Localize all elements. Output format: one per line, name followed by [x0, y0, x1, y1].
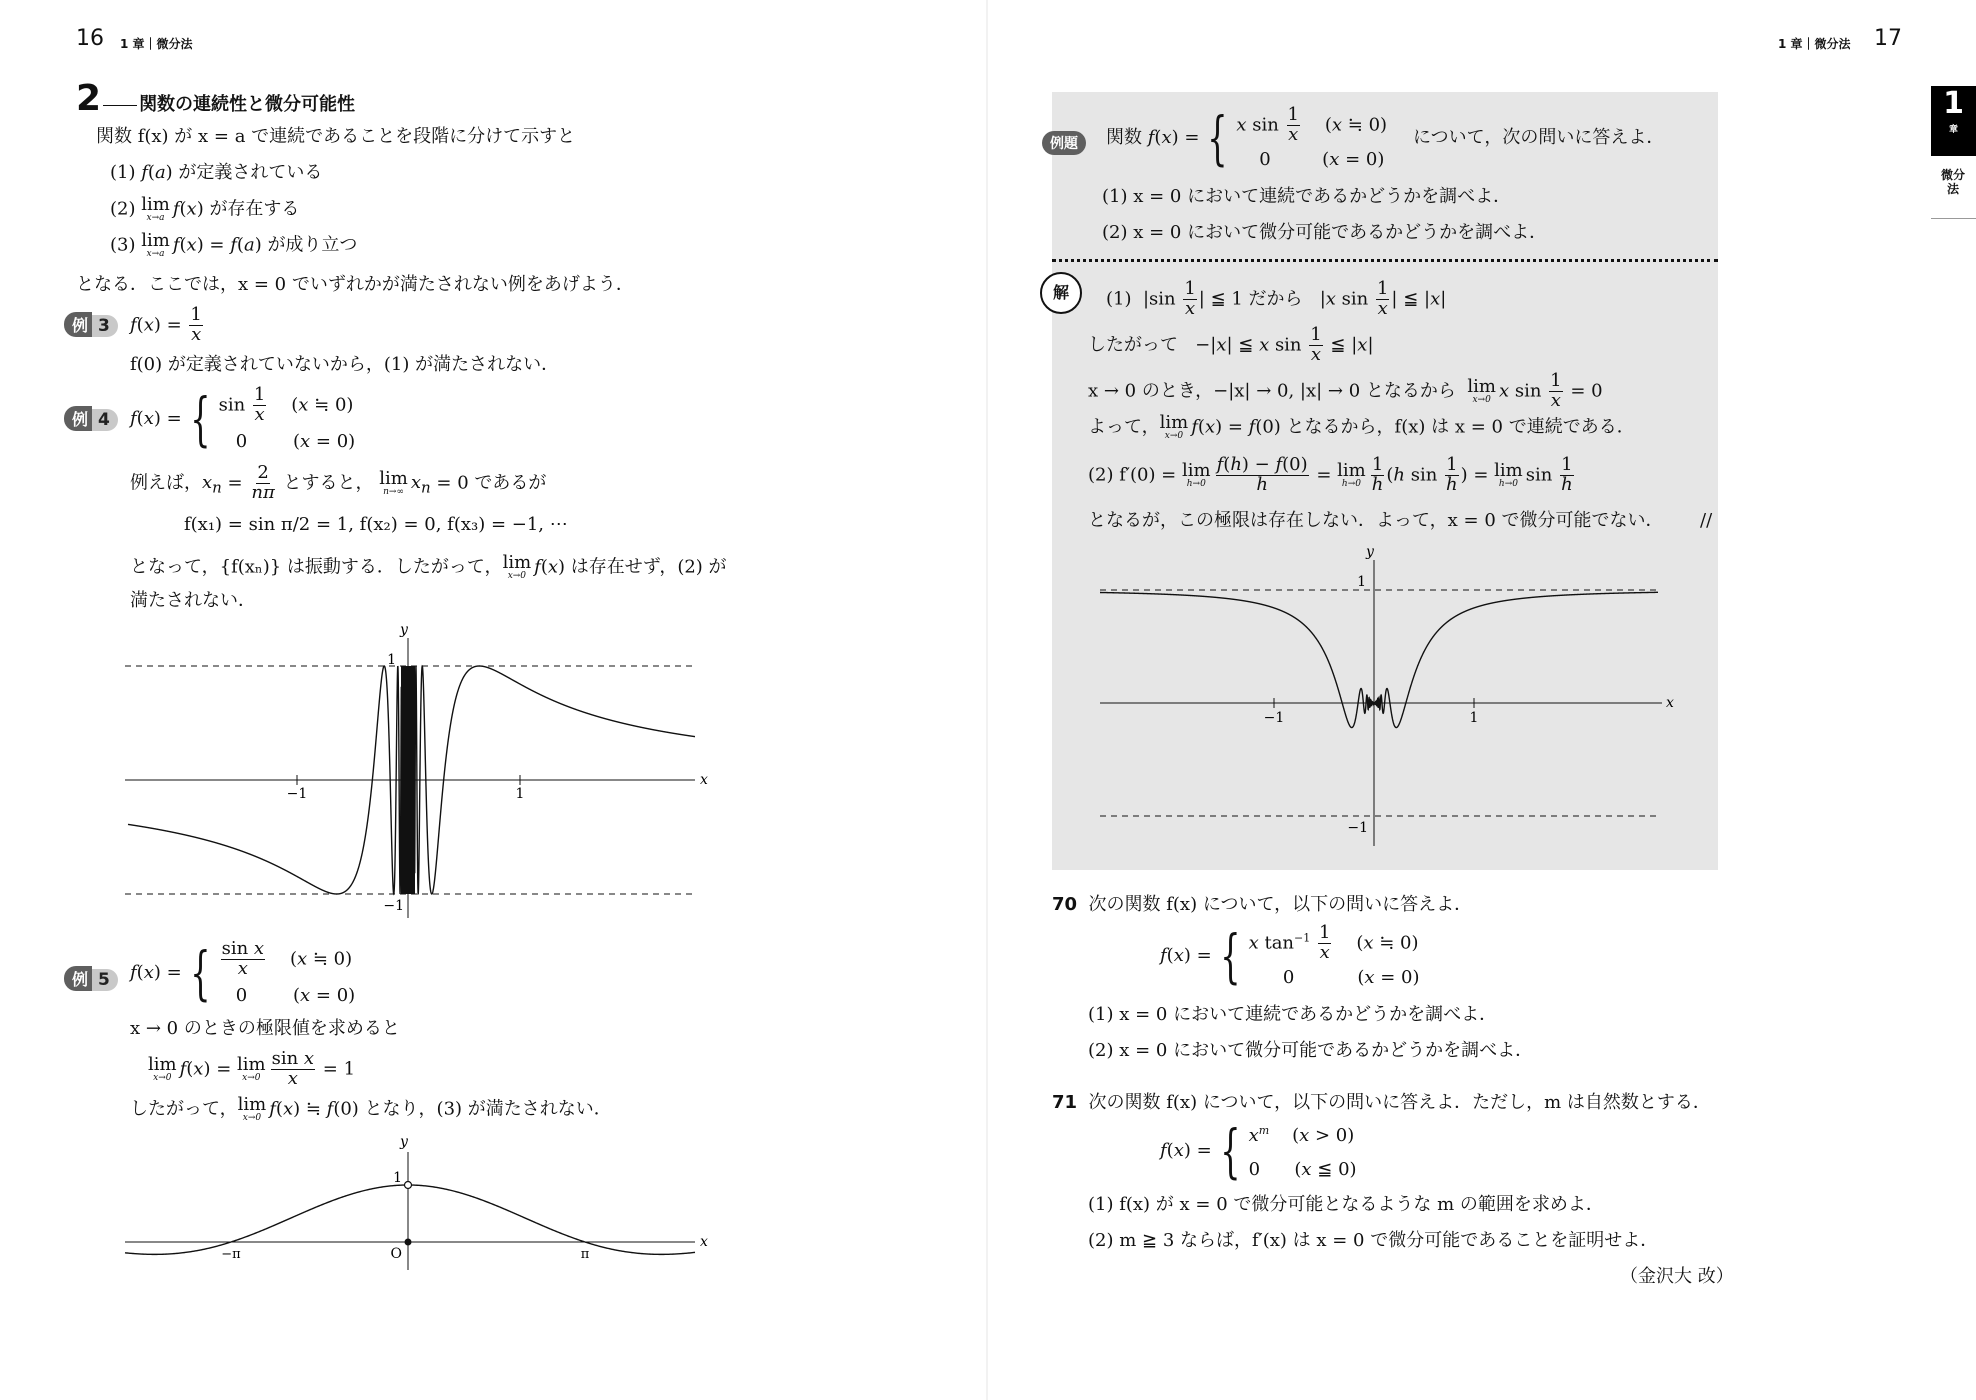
solution-line-5: (2) f′(0) = lim h→0 $\frac{f(h) - f(0)}{h}$ = lim h→0 $\frac{1}{h}$ (h sin $\frac{1}{h}$ ) = lim h→0 sin $\frac{1}{h}$ [1088, 454, 1573, 495]
example-5-limit: lim x→0 f(x) = lim x→0 $\frac{\text{sin x}}{x}$ = 1 [148, 1048, 356, 1089]
example-5-badge: 例 5 [64, 966, 118, 991]
problem-71-q1: (1) f(x) が x = 0 で微分可能となるような m の範囲を求めよ． [1088, 1194, 1604, 1215]
problem-71: 71 次の関数 f(x) について，以下の問いに答えよ．ただし，m は自然数とする． [1052, 1092, 1711, 1113]
label-origin: O [390, 1246, 402, 1262]
example-5-line1: x → 0 のときの極限値を求めると [130, 1018, 400, 1039]
graph-sinx-over-x [120, 1134, 710, 1274]
example-5-line2: したがって， lim x→0 f(x) ≒ f(0) となり，(3) が満たされない． [130, 1094, 612, 1123]
tab-divider [1931, 218, 1976, 219]
running-header: 1 章｜微分法 [120, 37, 193, 51]
right-page [988, 0, 1976, 1400]
page-number: 16 [76, 26, 104, 51]
chapter-tab-title: 微分法 [1941, 168, 1966, 196]
condition-2: (2) lim x→a f(x) が存在する [110, 194, 300, 223]
filled-point [405, 1239, 412, 1246]
problem-71-source: （金沢大 改） [1620, 1266, 1734, 1287]
label-one: 1 [387, 652, 396, 668]
solution-line-6: となるが，この極限は存在しない．よって，x = 0 で微分可能でない． [1088, 510, 1664, 531]
intro-text: 関数 f(x) が x = a で連続であることを段階に分けて示すと [96, 126, 576, 147]
label-one: 1 [1357, 574, 1366, 590]
example-4-values: f(x₁) = sin π/2 = 1, f(x₂) = 0, f(x₃) = −1, ⋯ [184, 514, 568, 535]
y-label: y [1366, 544, 1374, 560]
problem-71-q2: (2) m ≧ 3 ならば，f′(x) は x = 0 で微分可能であることを証明せよ． [1088, 1230, 1659, 1251]
curve-x-sin-1-over-x [1100, 592, 1658, 727]
conclusion-text: となる．ここでは，x = 0 でいずれかが満たされない例をあげよう． [76, 274, 634, 295]
open-point [405, 1182, 412, 1189]
example-4-line2: となって，{f(xₙ)} は振動する．したがって， lim x→0 f(x) は存在せず，(2) が [130, 552, 727, 581]
section-number: 2 [76, 78, 102, 119]
label-one: 1 [393, 1170, 402, 1186]
section-title: 関数の連続性と微分可能性 [139, 94, 356, 115]
solution-badge: 解 [1040, 272, 1082, 314]
example-5-formula: f(x) = { $\frac{\text{sin x}}{x}$ (x ≒ 0) 0 (x = 0) [130, 938, 356, 1008]
tick-label-neg: −1 [1263, 710, 1285, 726]
condition-1: (1) f(a) が定義されている [110, 162, 323, 183]
label-neg-one: −1 [1347, 820, 1368, 836]
problem-71-function: f(x) = { $x^m$ (x > 0) 0 (x ≦ 0) [1160, 1116, 1357, 1185]
example-3-formula: f(x) = $\frac{1}{x}$ [130, 304, 202, 345]
example-question-2: (2) x = 0 において微分可能であるかどうかを調べよ． [1102, 222, 1548, 243]
x-label: x [700, 772, 708, 788]
y-label: y [400, 622, 408, 638]
example-3-badge: 例 3 [64, 312, 118, 337]
x-label: x [700, 1234, 708, 1250]
tick-label-neg: −1 [286, 786, 308, 802]
example-function: 関数 f(x) = { x sin $\frac{1}{x}$ (x ≒ 0) 0 (x = 0) について，次の問いに答えよ． [1106, 104, 1665, 173]
y-label: y [400, 1134, 408, 1150]
problem-70: 70 次の関数 f(x) について，以下の問いに答えよ． [1052, 894, 1473, 915]
solution-line-3: x → 0 のとき，−|x| → 0, |x| → 0 となるから lim x→0 x sin $\frac{1}{x}$ = 0 [1088, 370, 1603, 411]
label-neg-pi: −π [221, 1247, 241, 1262]
example-4-line1: 例えば，$x_n$ = $\frac{2}{n\pi}$ とすると， lim n→∞ $x_n = 0$ であるが [130, 462, 547, 503]
label-pi: π [580, 1247, 590, 1262]
solution-line-1: (1) |sin $\frac{1}{x}$ | ≦ 1 だから |x sin $\frac{1}{x}$ | ≦ |x| [1106, 278, 1447, 319]
running-header: 1 章｜微分法 [1778, 37, 1851, 51]
dense-oscillation-band [401, 666, 415, 894]
problem-70-q2: (2) x = 0 において微分可能であるかどうかを調べよ． [1088, 1040, 1534, 1061]
solution-line-2: したがって −|x| ≦ x sin $\frac{1}{x}$ ≦ |x| [1088, 324, 1374, 365]
label-neg-one: −1 [383, 898, 404, 914]
page-number: 17 [1874, 26, 1902, 51]
condition-3: (3) lim x→a f(x) = f(a) が成り立つ [110, 230, 358, 259]
problem-70-q1: (1) x = 0 において連続であるかどうかを調べよ． [1088, 1004, 1498, 1025]
solution-line-4: よって， lim x→0 f(x) = f(0) となるから，f(x) は x = 0 で連続である． [1088, 412, 1635, 441]
example-4-badge: 例 4 [64, 406, 118, 431]
tick-label-pos: 1 [515, 786, 525, 802]
problem-70-function: f(x) = { x $\tan^{-1}$ $\frac{1}{x}$ (x ≒ 0) 0 (x = 0) [1160, 922, 1420, 991]
tick-label-pos: 1 [1469, 710, 1479, 726]
section-heading [76, 78, 355, 119]
end-mark: // [1700, 510, 1713, 531]
x-label: x [1666, 695, 1674, 711]
graph-x-sin-1-over-x [1100, 540, 1680, 850]
dotted-separator [1052, 259, 1718, 262]
graph-sin-1-over-x [120, 618, 710, 926]
example-4-formula: f(x) = { sin $\frac{1}{x}$ (x ≒ 0) 0 (x = 0) [130, 384, 356, 454]
chapter-tab: 1 章 [1931, 86, 1976, 156]
example-question-1: (1) x = 0 において連続であるかどうかを調べよ． [1102, 186, 1512, 207]
example-4-line3: 満たされない． [130, 590, 256, 611]
example-badge: 例題 [1042, 131, 1086, 155]
example-3-note: f(0) が定義されていないから，(1) が満たされない． [130, 354, 560, 375]
